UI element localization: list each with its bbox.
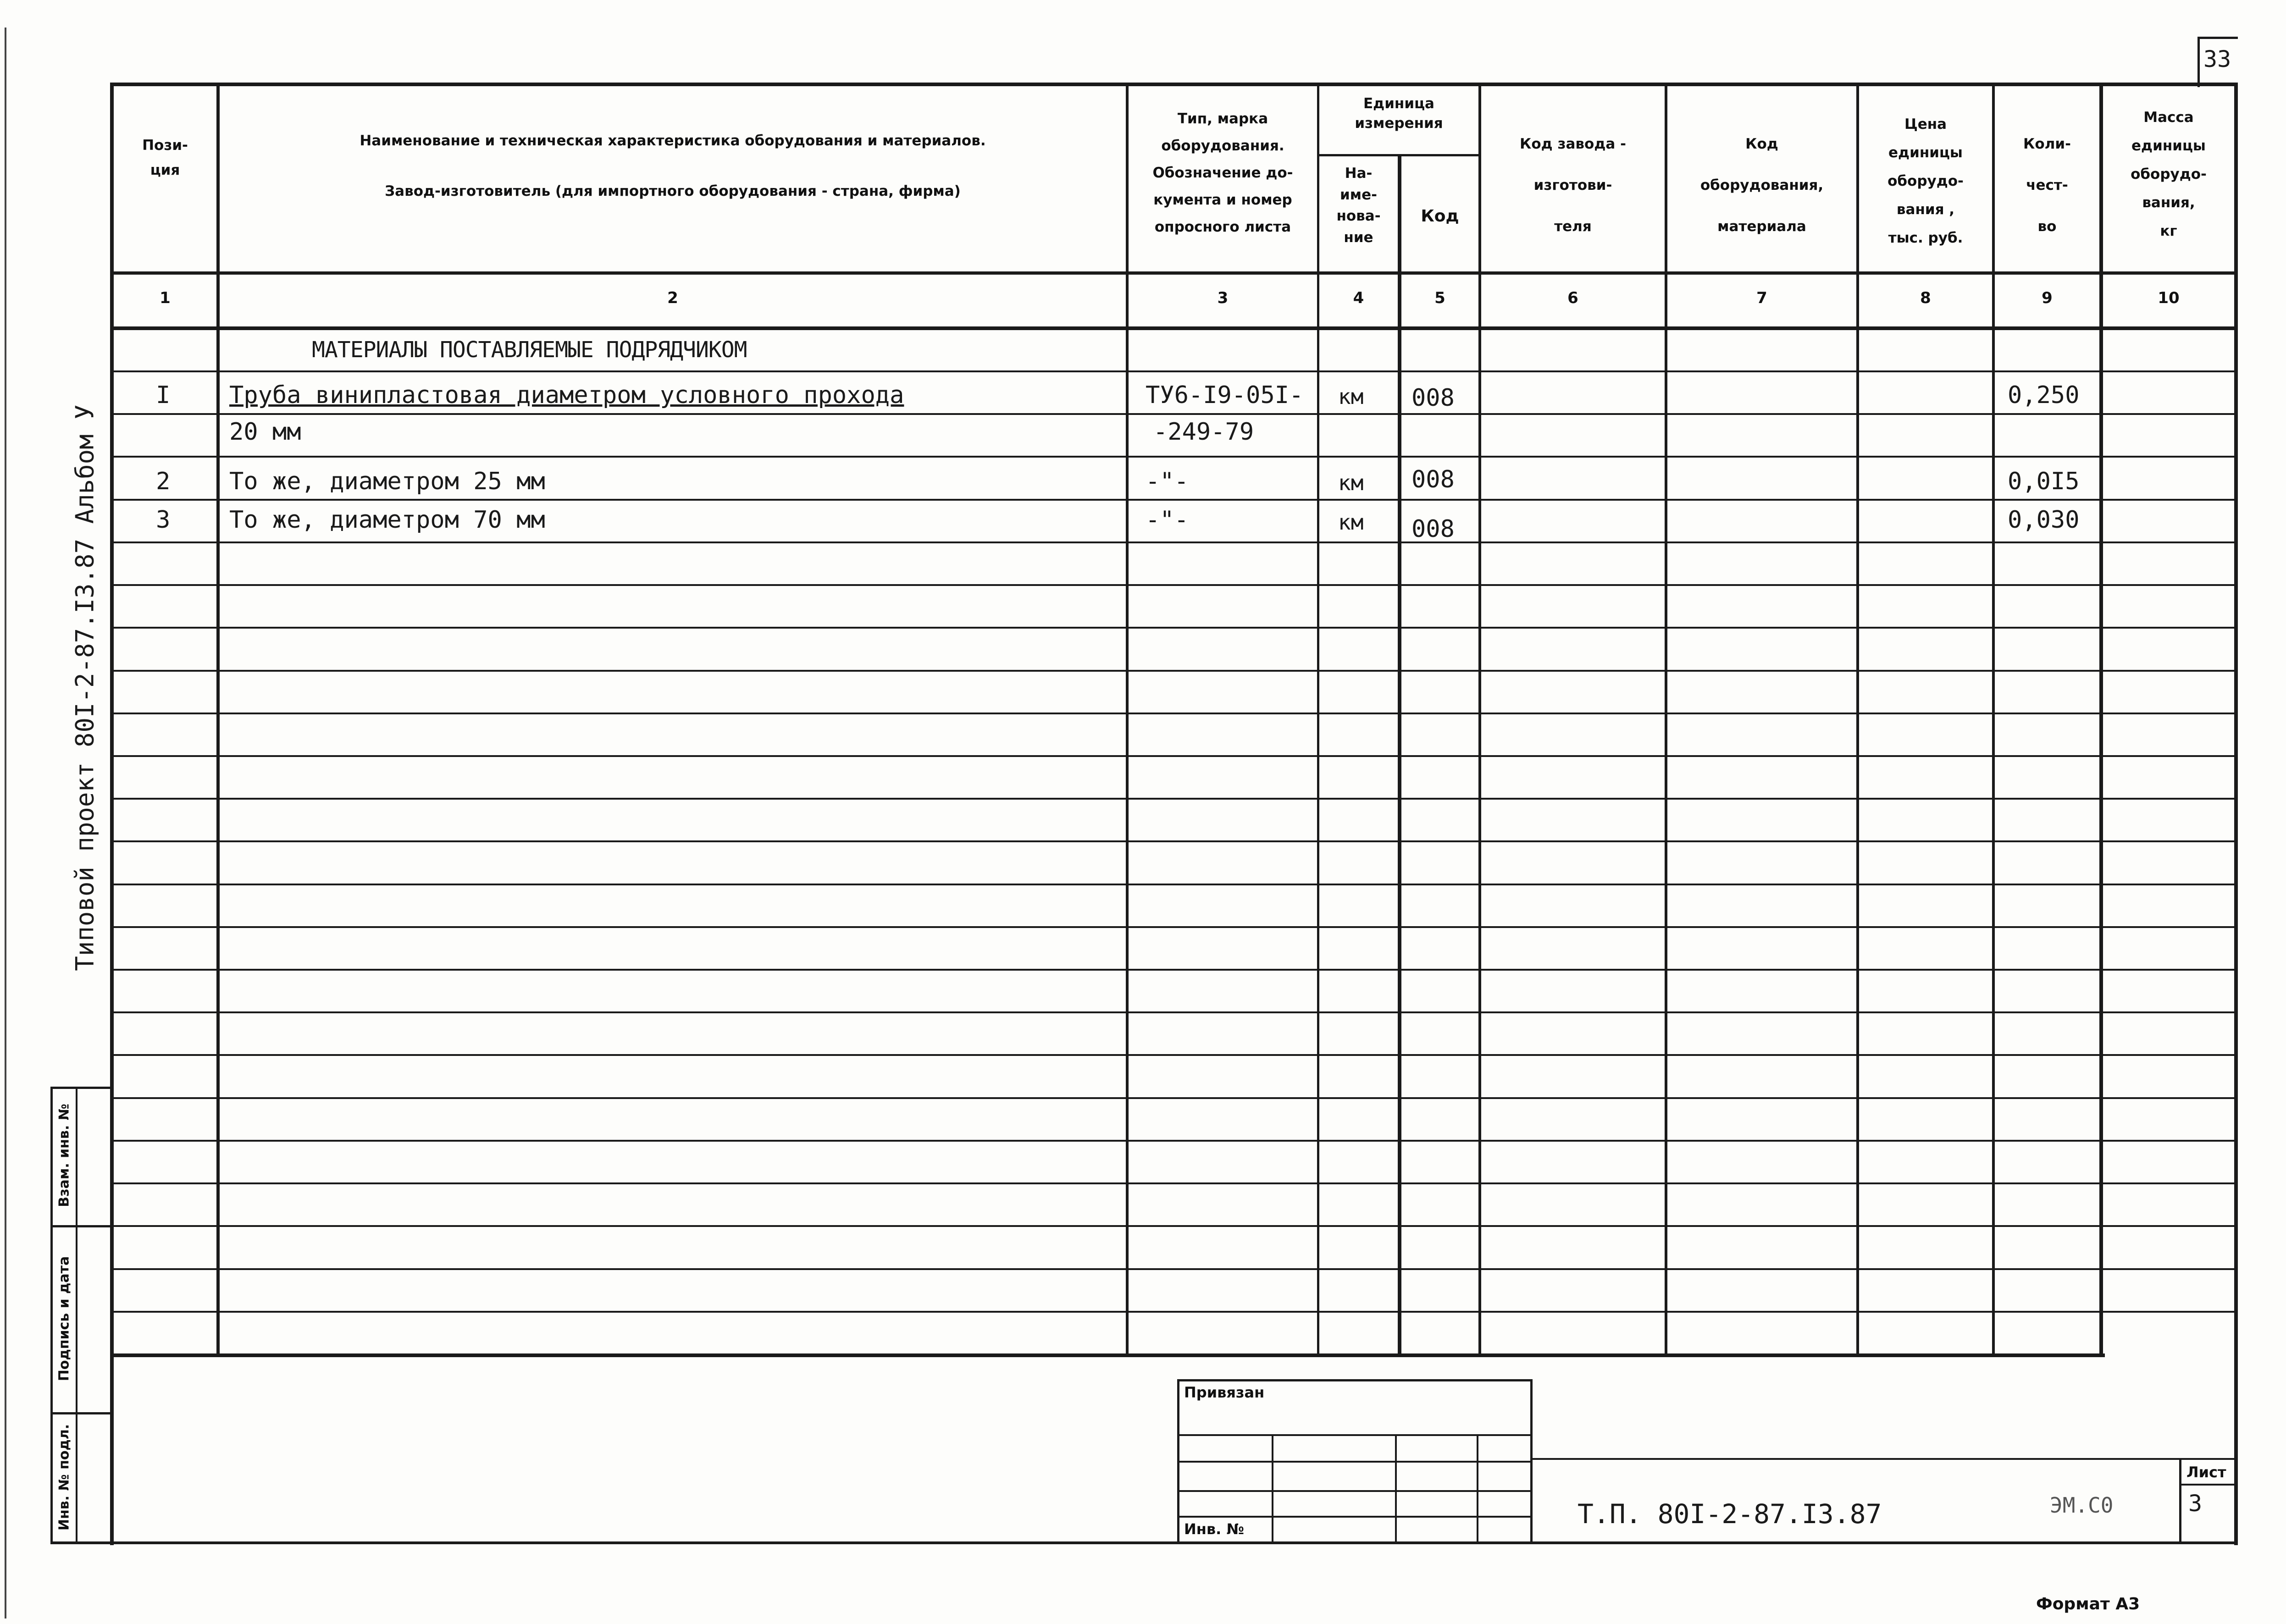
stamp-privyazan: Привязан xyxy=(1184,1384,1265,1401)
list-box-div xyxy=(2179,1484,2238,1486)
colnum-3: 3 xyxy=(1217,289,1229,307)
row2-pos: 2 xyxy=(156,468,171,495)
stamp-inv-no: Инв. № xyxy=(1184,1520,1244,1538)
colnum-10: 10 xyxy=(2158,289,2180,307)
stamp-vzam-inv: Взам. инв. № xyxy=(56,1104,72,1207)
row3-pos: 3 xyxy=(156,506,171,534)
header-col-10: Масса единицы оборудо- вания, кг xyxy=(2131,109,2207,239)
title-block-top xyxy=(1533,1458,2238,1460)
frame-left xyxy=(110,83,114,1545)
stamp-strip-top xyxy=(50,1087,112,1089)
stamp-box-h2 xyxy=(1177,1461,1533,1463)
row-rule xyxy=(110,670,2238,672)
colnum-9: 9 xyxy=(2042,289,2053,307)
frame-top xyxy=(110,83,2238,86)
row1-unit: км xyxy=(1338,384,1364,409)
row-rule xyxy=(110,541,2238,543)
row1b-name: 20 мм xyxy=(229,418,301,446)
stamp-box-h1 xyxy=(1177,1434,1533,1436)
stamp-inv-podl: Инв. № подл. xyxy=(56,1424,72,1531)
row1-name: Труба винипластовая диаметром условного прохода xyxy=(229,381,904,409)
row2-unit: км xyxy=(1338,470,1364,495)
row2-name: То же, диаметром 25 мм xyxy=(229,468,545,495)
header-bottom-rule xyxy=(110,271,2238,275)
table-bottom-rule xyxy=(110,1353,2105,1357)
unit-group-divider xyxy=(1317,154,1478,156)
stamp-box-v1 xyxy=(1272,1434,1273,1544)
header-col-1: Пози- ция xyxy=(142,137,188,179)
frame-bottom-right xyxy=(1532,1541,2238,1544)
row-rule xyxy=(110,456,2238,458)
row-rule xyxy=(110,584,2238,586)
frame-right xyxy=(2234,83,2238,1545)
body-top-rule-thick xyxy=(1398,326,2103,330)
row2-doc: -"- xyxy=(1146,468,1189,495)
row3-doc: -"- xyxy=(1146,506,1189,534)
stamp-list-label: Лист xyxy=(2186,1464,2226,1481)
row1-code: 008 xyxy=(1411,384,1455,412)
row-rule xyxy=(110,798,2238,800)
list-box-left xyxy=(2179,1458,2181,1544)
stamp-strip-left xyxy=(50,1087,53,1544)
header-col-2-line1: Наименование и техническая характеристика оборудования и материалов. xyxy=(360,133,986,149)
colnum-5: 5 xyxy=(1434,289,1445,307)
row-rule xyxy=(110,1268,2238,1270)
section-title: МАТЕРИАЛЫ ПОСТАВЛЯЕМЫЕ ПОДРЯДЧИКОМ xyxy=(312,337,747,363)
stamp-box-h3 xyxy=(1177,1490,1533,1492)
stamp-strip-div2 xyxy=(50,1412,112,1414)
row1b-doc: -249-79 xyxy=(1153,418,1254,446)
stamp-box-h4 xyxy=(1177,1516,1533,1518)
row3-unit: км xyxy=(1338,510,1364,535)
format-label: Формат А3 xyxy=(2036,1595,2140,1613)
row-rule xyxy=(110,1140,2238,1142)
header-unit-group: Единица измерения xyxy=(1355,95,1443,132)
sheet-number-top: 33 xyxy=(2203,46,2231,72)
stamp-list-number: 3 xyxy=(2188,1490,2203,1517)
row-rule xyxy=(110,713,2238,714)
row-rule xyxy=(110,1311,2238,1313)
sheet-num-box-top xyxy=(2197,37,2238,39)
header-col-8: Цена единицы оборудо- вания , тыс. руб. xyxy=(1887,116,1964,246)
stamp-designation: Т.П. 80I-2-87.I3.87 xyxy=(1578,1498,1882,1530)
colnum-6: 6 xyxy=(1567,289,1578,307)
row2-qty: 0,0I5 xyxy=(2008,468,2080,495)
row-rule xyxy=(110,1225,2238,1227)
row1-doc: ТУ6-I9-05I- xyxy=(1146,381,1304,409)
row-rule xyxy=(110,926,2238,928)
colnum-7: 7 xyxy=(1756,289,1767,307)
row-rule xyxy=(110,370,2238,372)
row3-code: 008 xyxy=(1411,515,1455,543)
header-col-5: Код xyxy=(1421,207,1459,226)
row1-qty: 0,250 xyxy=(2008,381,2080,409)
stamp-strip-div1 xyxy=(50,1225,112,1227)
row-rule xyxy=(110,1097,2238,1099)
sheet-num-box-left xyxy=(2197,37,2200,87)
row-rule xyxy=(110,969,2238,971)
vertical-project-title: Типовой проект 80I-2-87.I3.87 Альбом У xyxy=(70,404,100,971)
row-rule xyxy=(110,1011,2238,1013)
row-rule xyxy=(110,627,2238,629)
stamp-box-top xyxy=(1177,1379,1533,1381)
stamp-box-v3 xyxy=(1477,1434,1478,1544)
stamp-doc-code: ЭМ.С0 xyxy=(2050,1493,2114,1518)
row2-code: 008 xyxy=(1411,466,1455,493)
colnum-1: 1 xyxy=(160,289,171,307)
header-col-3: Тип, марка оборудования. Обозначение до- кумента и номер опросного листа xyxy=(1152,110,1293,235)
outer-left-rule xyxy=(5,28,6,1618)
colnum-8: 8 xyxy=(1920,289,1931,307)
colnum-2: 2 xyxy=(667,289,678,307)
row-rule xyxy=(110,1182,2238,1184)
stamp-podpis-data: Подпись и дата xyxy=(56,1256,72,1381)
header-col-7: Код оборудования, материала xyxy=(1700,136,1824,235)
stamp-strip-mid xyxy=(76,1087,77,1544)
row3-name: То же, диаметром 70 мм xyxy=(229,506,545,534)
row1-pos: I xyxy=(156,381,171,409)
row3-qty: 0,030 xyxy=(2008,506,2080,534)
header-col-4: На- име- нова- ние xyxy=(1336,165,1381,246)
header-col-6: Код завода - изготови- теля xyxy=(1520,136,1626,235)
row-rule xyxy=(110,413,2238,415)
row-rule xyxy=(110,755,2238,757)
frame-bottom xyxy=(50,1541,1536,1544)
colnum-4: 4 xyxy=(1353,289,1364,307)
header-col-2-line2: Завод-изготовитель (для импортного оборудования - страна, фирма) xyxy=(385,183,961,199)
header-col-9: Коли- чест- во xyxy=(2023,136,2071,235)
row-rule xyxy=(110,1054,2238,1056)
row-rule xyxy=(110,884,2238,885)
stamp-box-v2 xyxy=(1395,1434,1397,1544)
row-rule xyxy=(110,499,2238,501)
row-rule xyxy=(110,840,2238,842)
